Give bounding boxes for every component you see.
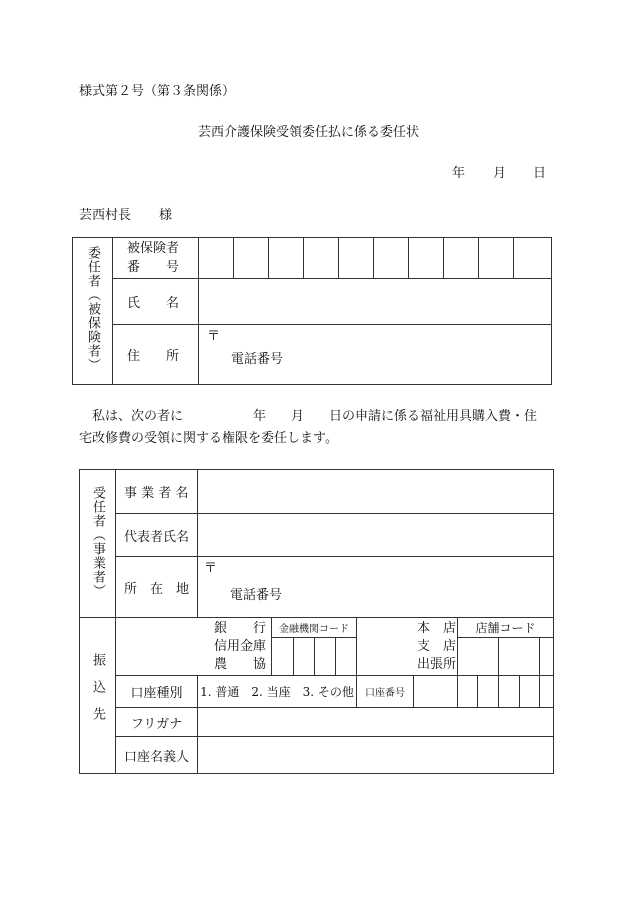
insured-number-digit[interactable] xyxy=(374,238,409,279)
insured-name-field[interactable] xyxy=(199,279,552,325)
delegate-table xyxy=(79,469,554,774)
transfer-section-label: 振込先 xyxy=(90,653,105,734)
branch-code-digit[interactable] xyxy=(458,638,499,676)
bank-type-shinkin: 信用金庫 xyxy=(214,639,267,654)
account-number-digit[interactable] xyxy=(540,676,554,708)
representative-label: 代表者氏名 xyxy=(116,514,198,557)
addressee-name: 芸西村長 xyxy=(79,208,132,223)
bank-type-bank: 銀 行 xyxy=(214,621,267,636)
branch-type-shiten: 支 店 xyxy=(417,639,457,654)
branch-type-cell xyxy=(357,618,458,676)
branch-code-digit[interactable] xyxy=(540,638,554,676)
delegator-section-label-cell xyxy=(73,238,113,385)
statement-line1 xyxy=(79,406,537,428)
insured-number-digit[interactable] xyxy=(479,238,514,279)
insured-number-digit[interactable] xyxy=(304,238,339,279)
insured-number-digit[interactable] xyxy=(199,238,234,279)
bank-type-nokyo: 農 協 xyxy=(214,657,267,672)
date-day-label: 日 xyxy=(533,166,547,181)
statement-part1: 私は、次の者に xyxy=(92,409,184,424)
insured-postal-mark: 〒 xyxy=(207,329,221,344)
account-number-digit[interactable] xyxy=(520,676,540,708)
account-number-digit[interactable] xyxy=(478,676,499,708)
delegate-section-label-cell xyxy=(80,470,116,618)
bank-type-cell xyxy=(116,618,272,676)
account-number-digit[interactable] xyxy=(499,676,520,708)
date-year-label: 年 xyxy=(452,166,466,181)
statement-year: 年 xyxy=(253,409,267,424)
insured-number-digit[interactable] xyxy=(409,238,444,279)
insured-name-label-shi: 氏 xyxy=(127,296,141,311)
account-number-digit[interactable] xyxy=(414,676,458,708)
business-phone-label: 電話番号 xyxy=(230,588,283,603)
account-number-label: 口座番号 xyxy=(357,676,414,708)
financial-code-label: 金融機関コード xyxy=(272,618,357,638)
insured-number-digit[interactable] xyxy=(339,238,374,279)
financial-code-digit[interactable] xyxy=(294,638,315,676)
insured-number-label-ban: 番 xyxy=(127,260,141,275)
account-type-label: 口座種別 xyxy=(116,676,198,708)
business-name-label: 事 業 者 名 xyxy=(116,470,198,514)
page-title: 芸西介護保険受領委任払に係る委任状 xyxy=(198,125,420,140)
furigana-field[interactable] xyxy=(198,708,554,737)
insured-number-label-line1: 被保険者 xyxy=(127,241,180,256)
account-type-options[interactable]: 1. 普通 2. 当座 3. その他 xyxy=(198,676,357,708)
insured-number-digit[interactable] xyxy=(269,238,304,279)
insured-number-label-go: 号 xyxy=(165,260,179,275)
insured-number-digit[interactable] xyxy=(514,238,552,279)
statement-part2: 日の申請に係る福祉用具購入費・住 xyxy=(329,409,538,424)
branch-type-shuchosho: 出張所 xyxy=(417,657,457,672)
insured-address-label-jyu: 住 xyxy=(127,349,141,364)
delegator-table xyxy=(72,237,552,385)
form-number: 様式第２号（第３条関係） xyxy=(79,84,236,99)
location-label: 所 在 地 xyxy=(116,557,198,618)
insured-address-label-sho: 所 xyxy=(165,349,179,364)
financial-code-digit[interactable] xyxy=(315,638,336,676)
furigana-label: フリガナ xyxy=(116,708,198,737)
financial-code-digit[interactable] xyxy=(336,638,357,676)
insured-number-digit[interactable] xyxy=(234,238,269,279)
insured-number-label-cell xyxy=(113,238,199,279)
account-holder-label: 口座名義人 xyxy=(116,737,198,774)
branch-code-label: 店舗コード xyxy=(458,618,554,638)
insured-address-label-cell xyxy=(113,325,199,385)
business-name-field[interactable] xyxy=(198,470,554,514)
location-field[interactable] xyxy=(198,557,554,618)
delegator-section-label: 委任者（被保険者） xyxy=(85,246,100,372)
financial-code-digit[interactable] xyxy=(272,638,294,676)
account-number-digit[interactable] xyxy=(458,676,478,708)
insured-phone-label: 電話番号 xyxy=(231,352,284,367)
statement-month: 月 xyxy=(291,409,305,424)
addressee-honorific: 様 xyxy=(159,208,173,223)
insured-name-label-mei: 名 xyxy=(165,296,179,311)
business-postal-mark: 〒 xyxy=(204,561,218,576)
insured-address-field[interactable] xyxy=(199,325,552,385)
account-holder-field[interactable] xyxy=(198,737,554,774)
statement-line2: 宅改修費の受領に関する権限を委任します。 xyxy=(79,431,338,446)
transfer-section-label-cell xyxy=(80,618,116,774)
representative-field[interactable] xyxy=(198,514,554,557)
branch-type-honten: 本 店 xyxy=(417,621,457,636)
date-month-label: 月 xyxy=(493,166,507,181)
branch-code-digit[interactable] xyxy=(499,638,540,676)
delegate-section-label: 受任者（事業者） xyxy=(90,485,105,598)
insured-name-label-cell xyxy=(113,279,199,325)
insured-number-digit[interactable] xyxy=(444,238,479,279)
